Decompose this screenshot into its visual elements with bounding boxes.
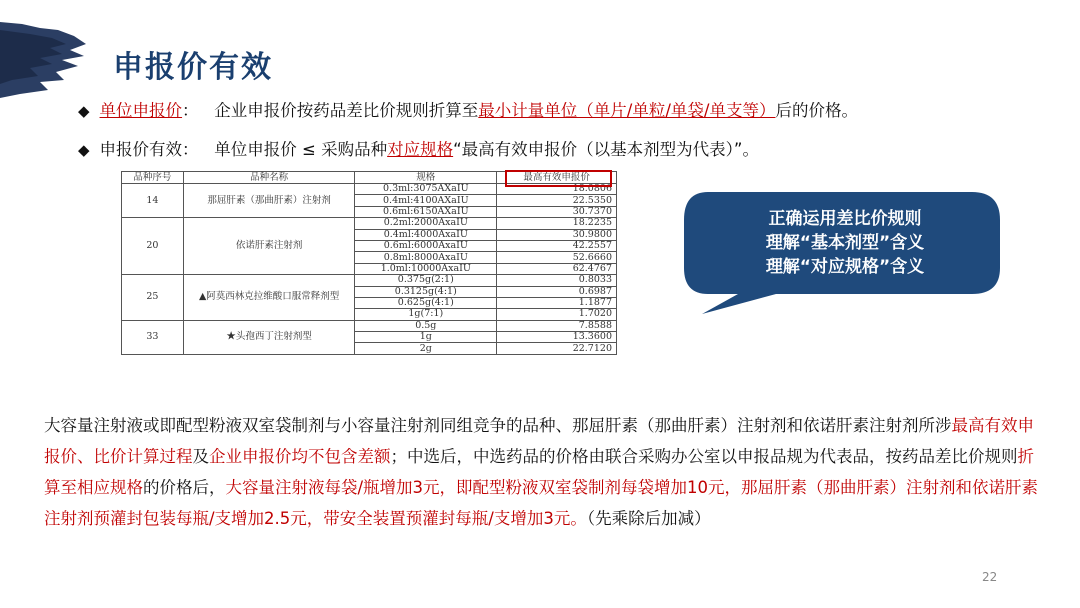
para-text: 大容量注射液或即配型粉液双室袋制剂与小容量注射剂同组竞争的品种、那屈肝素（那曲肝素）注射剂和依诺肝素注射剂所涉	[44, 416, 952, 435]
cell-price: 52.6660	[497, 252, 617, 263]
cell-spec: 0.3ml:3075AXaIU	[355, 184, 497, 195]
cell-price: 18.2235	[497, 218, 617, 229]
callout-line: 理解“对应规格”含义	[765, 257, 925, 277]
bullet-text-end: 后的价格。	[775, 101, 858, 120]
para-highlight: 大容量注射液每袋/瓶增加3元，即配型粉液双室袋制剂每袋增加10元，那屈肝素（那曲肝素）注射剂和依诺肝素注射剂预灌封包装每瓶/支增加2.5元，带安全装置预灌封每瓶/支增加3元。	[44, 478, 1039, 528]
para-highlight: 折算至相应规格	[44, 447, 1034, 497]
cell-price: 18.0806	[497, 184, 617, 195]
diamond-bullet-icon: ◆	[78, 141, 90, 159]
cell-spec: 0.4ml:4000AxaIU	[355, 229, 497, 240]
cell-spec: 0.8ml:8000AxaIU	[355, 252, 497, 263]
cell-price: 13.3600	[497, 332, 617, 343]
cell-name: ▲阿莫西林克拉维酸口服常释剂型	[183, 275, 355, 321]
slide-title: 申报价有效	[113, 50, 273, 85]
cell-no: 14	[122, 184, 184, 218]
cell-name: 那屈肝素（那曲肝素）注射剂	[183, 184, 355, 218]
cell-spec: 1g(7:1)	[355, 309, 497, 320]
price-table	[121, 171, 617, 355]
cell-spec: 0.2ml:2000AxaIU	[355, 218, 497, 229]
header-max-price: 最高有效申报价	[497, 172, 617, 184]
table-row	[122, 218, 617, 229]
cell-spec: 2g	[355, 343, 497, 354]
bullet-highlight: 对应规格	[387, 140, 454, 159]
bullet-term: 单位申报价	[99, 101, 183, 120]
cell-no: 20	[122, 218, 184, 275]
cell-spec: 0.375g(2:1)	[355, 275, 497, 286]
bullet-text: 企业申报价按药品差比价规则折算至	[214, 101, 479, 120]
cell-spec: 0.625g(4:1)	[355, 297, 497, 308]
cell-price: 1.7020	[497, 309, 617, 320]
bullet-colon: ：	[182, 101, 199, 120]
page-number: 22	[982, 570, 998, 584]
para-highlight: 最高有效申报价、比价计算过程	[44, 416, 1034, 466]
table-row	[122, 320, 617, 331]
cell-price: 22.5350	[497, 195, 617, 206]
cell-price: 7.8588	[497, 320, 617, 331]
bullet-term: 申报价有效：	[99, 140, 199, 159]
cell-price: 0.8033	[497, 275, 617, 286]
table-row	[122, 275, 617, 286]
para-highlight: 企业申报价均不包含差额	[209, 447, 391, 466]
bullet-highlight: 最小计量单位（单片/单粒/单袋/单支等）	[478, 101, 776, 120]
cell-name: ★头孢西丁注射剂型	[183, 320, 355, 354]
cell-name: 依诺肝素注射剂	[183, 218, 355, 275]
bullet-valid-price	[78, 136, 759, 160]
cell-spec: 0.3125g(4:1)	[355, 286, 497, 297]
brush-stroke-decoration	[0, 0, 90, 100]
cell-no: 33	[122, 320, 184, 354]
cell-no: 25	[122, 275, 184, 321]
cell-spec: 0.6ml:6150AXaIU	[355, 206, 497, 217]
cell-price: 30.9800	[497, 229, 617, 240]
cell-spec: 1.0ml:10000AxaIU	[355, 263, 497, 274]
callout-text	[690, 207, 1000, 279]
cell-spec: 1g	[355, 332, 497, 343]
cell-price: 62.4767	[497, 263, 617, 274]
cell-price: 42.2557	[497, 240, 617, 251]
max-price-header-highlight	[505, 170, 612, 187]
para-text: 及	[192, 447, 209, 466]
para-text: 的价格后，	[143, 478, 226, 497]
cell-price: 22.7120	[497, 343, 617, 354]
header-no: 品种序号	[122, 172, 184, 184]
bullet-unit-price	[78, 97, 858, 121]
cell-price: 1.1877	[497, 297, 617, 308]
callout-line: 理解“基本剂型”含义	[765, 233, 925, 253]
header-spec: 规格	[355, 172, 497, 184]
cell-spec: 0.5g	[355, 320, 497, 331]
notes-paragraph	[44, 410, 1044, 534]
header-name: 品种名称	[183, 172, 355, 184]
bullet-text: 单位申报价 ≤ 采购品种	[214, 140, 388, 159]
para-text: ；中选后，中选药品的价格由联合采购办公室以申报品规为代表品，按药品差比价规则	[390, 447, 1018, 466]
bullet-text-end: “最高有效申报价（以基本剂型为代表）”。	[453, 140, 759, 159]
para-text: （先乘除后加减）	[586, 509, 711, 528]
cell-spec: 0.4ml:4100AXaIU	[355, 195, 497, 206]
cell-price: 0.6987	[497, 286, 617, 297]
diamond-bullet-icon: ◆	[78, 102, 90, 120]
cell-price: 30.7370	[497, 206, 617, 217]
callout-line: 正确运用差比价规则	[768, 209, 922, 229]
cell-spec: 0.6ml:6000AxaIU	[355, 240, 497, 251]
